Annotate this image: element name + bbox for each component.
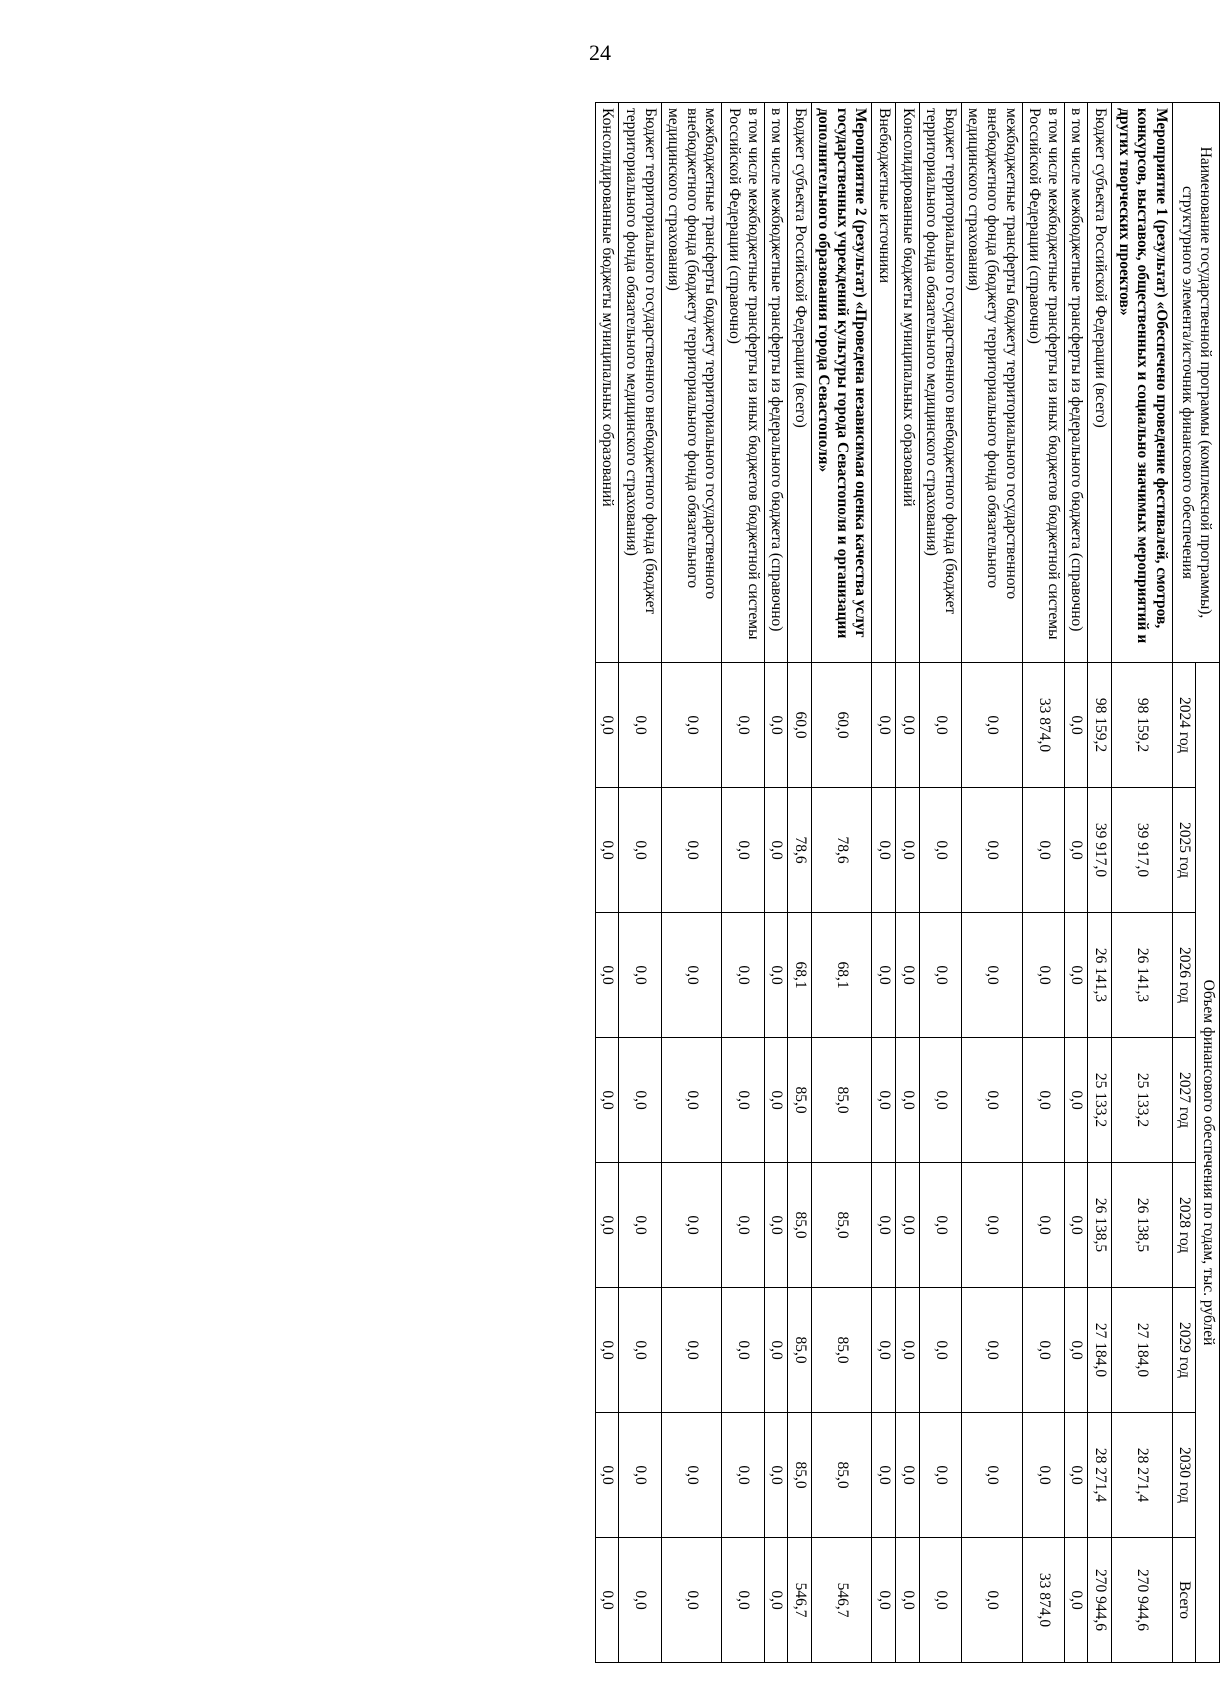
header-row-1 bbox=[1196, 103, 1220, 1663]
row-value-cell: 0,0 bbox=[1064, 1288, 1088, 1413]
header-year: 2028 год bbox=[1172, 1163, 1196, 1288]
row-value-cell: 0,0 bbox=[919, 1038, 961, 1163]
row-total-cell: 270 944,6 bbox=[1112, 1538, 1173, 1663]
row-value-cell: 98 159,2 bbox=[1112, 663, 1173, 788]
row-value-cell: 0,0 bbox=[764, 1413, 788, 1538]
row-total-cell: 0,0 bbox=[1064, 1538, 1088, 1663]
row-total-cell: 33 874,0 bbox=[1022, 1538, 1064, 1663]
row-value-cell: 0,0 bbox=[961, 913, 1022, 1038]
row-value-cell: 0,0 bbox=[1022, 913, 1064, 1038]
row-value-cell: 0,0 bbox=[872, 663, 896, 788]
header-name-column: Наименование государственной программы (комплексной программы), структурного элемента/источник финансового обеспечения bbox=[1172, 103, 1219, 663]
row-value-cell: 68,1 bbox=[811, 913, 872, 1038]
row-total-cell: 0,0 bbox=[764, 1538, 788, 1663]
table-row bbox=[811, 103, 872, 1663]
row-total-cell: 0,0 bbox=[595, 1538, 619, 1663]
row-value-cell: 0,0 bbox=[1022, 1288, 1064, 1413]
row-value-cell: 0,0 bbox=[595, 1288, 619, 1413]
row-value-cell: 0,0 bbox=[619, 913, 661, 1038]
header-year: 2030 год bbox=[1172, 1413, 1196, 1538]
header-volume-title: Объем финансового обеспечения по годам, тыс. рублей bbox=[1196, 663, 1220, 1663]
financing-table bbox=[595, 102, 1220, 1663]
row-name-cell: межбюджетные трансферты бюджету территориального государственного внебюджетного фонда (бюджету территориального фонда обязательного медицинского страхования) bbox=[661, 103, 722, 663]
row-value-cell: 0,0 bbox=[919, 1413, 961, 1538]
row-total-cell: 270 944,6 bbox=[1088, 1538, 1112, 1663]
row-value-cell: 27 184,0 bbox=[1088, 1288, 1112, 1413]
header-year: 2026 год bbox=[1172, 913, 1196, 1038]
row-value-cell: 85,0 bbox=[811, 1163, 872, 1288]
row-value-cell: 0,0 bbox=[961, 1413, 1022, 1538]
row-value-cell: 0,0 bbox=[1022, 1163, 1064, 1288]
row-value-cell: 0,0 bbox=[919, 788, 961, 913]
row-value-cell: 0,0 bbox=[661, 1163, 722, 1288]
row-value-cell: 0,0 bbox=[919, 663, 961, 788]
row-total-cell: 0,0 bbox=[619, 1538, 661, 1663]
table-row bbox=[1088, 103, 1112, 1663]
row-value-cell: 0,0 bbox=[896, 913, 920, 1038]
row-value-cell: 0,0 bbox=[722, 1413, 764, 1538]
table-row bbox=[595, 103, 619, 1663]
row-value-cell: 0,0 bbox=[961, 1163, 1022, 1288]
row-value-cell: 0,0 bbox=[619, 663, 661, 788]
row-value-cell: 68,1 bbox=[788, 913, 812, 1038]
row-value-cell: 0,0 bbox=[1064, 1038, 1088, 1163]
row-value-cell: 0,0 bbox=[661, 1288, 722, 1413]
row-value-cell: 0,0 bbox=[1064, 1163, 1088, 1288]
row-name-cell: Внебюджетные источники bbox=[872, 103, 896, 663]
rotated-table-container bbox=[170, 102, 1220, 1662]
table-row bbox=[1064, 103, 1088, 1663]
row-value-cell: 0,0 bbox=[872, 1413, 896, 1538]
row-value-cell: 0,0 bbox=[661, 1413, 722, 1538]
row-value-cell: 0,0 bbox=[1064, 788, 1088, 913]
row-value-cell: 39 917,0 bbox=[1088, 788, 1112, 913]
row-name-cell: Бюджет субъекта Российской Федерации (всего) bbox=[788, 103, 812, 663]
row-value-cell: 26 141,3 bbox=[1112, 913, 1173, 1038]
row-value-cell: 0,0 bbox=[595, 788, 619, 913]
row-value-cell: 0,0 bbox=[896, 788, 920, 913]
row-value-cell: 25 133,2 bbox=[1112, 1038, 1173, 1163]
row-name-cell: в том числе межбюджетные трансферты из иных бюджетов бюджетной системы Российской Федерации (справочно) bbox=[1022, 103, 1064, 663]
header-year: 2024 год bbox=[1172, 663, 1196, 788]
row-value-cell: 0,0 bbox=[872, 788, 896, 913]
row-value-cell: 0,0 bbox=[764, 1038, 788, 1163]
table-row bbox=[1022, 103, 1064, 1663]
row-value-cell: 0,0 bbox=[919, 913, 961, 1038]
table-row bbox=[764, 103, 788, 1663]
row-name-cell: Мероприятие 2 (результат) «Проведена независимая оценка качества услуг государственных учреждений культуры города Севастополя и организации дополнительного образования города Севастополя» bbox=[811, 103, 872, 663]
row-value-cell: 0,0 bbox=[961, 1288, 1022, 1413]
row-value-cell: 28 271,4 bbox=[1088, 1413, 1112, 1538]
row-value-cell: 0,0 bbox=[595, 1163, 619, 1288]
row-name-cell: Мероприятие 1 (результат) «Обеспечено проведение фестивалей, смотров, конкурсов, выставок, общественных и социально значимых мероприятий и других творческих проектов» bbox=[1112, 103, 1173, 663]
row-total-cell: 546,7 bbox=[788, 1538, 812, 1663]
row-total-cell: 0,0 bbox=[896, 1538, 920, 1663]
row-value-cell: 0,0 bbox=[619, 788, 661, 913]
row-value-cell: 85,0 bbox=[811, 1038, 872, 1163]
table-row bbox=[788, 103, 812, 1663]
row-value-cell: 0,0 bbox=[896, 1163, 920, 1288]
table-row bbox=[1112, 103, 1173, 1663]
row-value-cell: 0,0 bbox=[764, 663, 788, 788]
row-value-cell: 60,0 bbox=[788, 663, 812, 788]
row-value-cell: 0,0 bbox=[595, 1038, 619, 1163]
row-value-cell: 0,0 bbox=[764, 1163, 788, 1288]
row-value-cell: 0,0 bbox=[896, 1413, 920, 1538]
row-value-cell: 85,0 bbox=[811, 1288, 872, 1413]
row-value-cell: 0,0 bbox=[872, 1288, 896, 1413]
row-value-cell: 0,0 bbox=[1022, 788, 1064, 913]
row-value-cell: 0,0 bbox=[1064, 663, 1088, 788]
row-total-cell: 0,0 bbox=[919, 1538, 961, 1663]
row-value-cell: 0,0 bbox=[595, 663, 619, 788]
row-value-cell: 85,0 bbox=[811, 1413, 872, 1538]
row-value-cell: 0,0 bbox=[896, 663, 920, 788]
table-body bbox=[595, 103, 1172, 1663]
row-value-cell: 0,0 bbox=[919, 1163, 961, 1288]
row-value-cell: 0,0 bbox=[661, 788, 722, 913]
row-value-cell: 33 874,0 bbox=[1022, 663, 1064, 788]
row-value-cell: 78,6 bbox=[788, 788, 812, 913]
row-value-cell: 0,0 bbox=[595, 1413, 619, 1538]
row-value-cell: 0,0 bbox=[722, 1163, 764, 1288]
row-value-cell: 26 138,5 bbox=[1112, 1163, 1173, 1288]
row-value-cell: 0,0 bbox=[896, 1288, 920, 1413]
row-value-cell: 0,0 bbox=[619, 1288, 661, 1413]
table-row bbox=[661, 103, 722, 1663]
row-value-cell: 0,0 bbox=[661, 1038, 722, 1163]
row-value-cell: 26 141,3 bbox=[1088, 913, 1112, 1038]
row-value-cell: 0,0 bbox=[1022, 1038, 1064, 1163]
row-value-cell: 85,0 bbox=[788, 1038, 812, 1163]
row-value-cell: 0,0 bbox=[919, 1288, 961, 1413]
row-total-cell: 0,0 bbox=[872, 1538, 896, 1663]
row-value-cell: 0,0 bbox=[872, 1038, 896, 1163]
row-value-cell: 0,0 bbox=[722, 913, 764, 1038]
table-row bbox=[919, 103, 961, 1663]
row-value-cell: 0,0 bbox=[872, 913, 896, 1038]
row-name-cell: межбюджетные трансферты бюджету территориального государственного внебюджетного фонда (бюджету территориального фонда обязательного медицинского страхования) bbox=[961, 103, 1022, 663]
row-value-cell: 0,0 bbox=[661, 913, 722, 1038]
header-total: Всего bbox=[1172, 1538, 1196, 1663]
row-name-cell: в том числе межбюджетные трансферты из федерального бюджета (справочно) bbox=[764, 103, 788, 663]
row-value-cell: 85,0 bbox=[788, 1413, 812, 1538]
table-row bbox=[619, 103, 661, 1663]
row-total-cell: 0,0 bbox=[661, 1538, 722, 1663]
row-value-cell: 39 917,0 bbox=[1112, 788, 1173, 913]
row-name-cell: Консолидированные бюджеты муниципальных образований bbox=[595, 103, 619, 663]
table-row bbox=[896, 103, 920, 1663]
row-value-cell: 0,0 bbox=[896, 1038, 920, 1163]
header-year: 2029 год bbox=[1172, 1288, 1196, 1413]
row-value-cell: 0,0 bbox=[1064, 1413, 1088, 1538]
row-name-cell: в том числе межбюджетные трансферты из федерального бюджета (справочно) bbox=[1064, 103, 1088, 663]
row-value-cell: 25 133,2 bbox=[1088, 1038, 1112, 1163]
row-value-cell: 98 159,2 bbox=[1088, 663, 1112, 788]
row-total-cell: 546,7 bbox=[811, 1538, 872, 1663]
row-value-cell: 0,0 bbox=[961, 788, 1022, 913]
row-name-cell: Бюджет территориального государственного внебюджетного фонда (бюджет территориального фонда обязательного медицинского страхования) bbox=[619, 103, 661, 663]
row-name-cell: Бюджет субъекта Российской Федерации (всего) bbox=[1088, 103, 1112, 663]
row-value-cell: 26 138,5 bbox=[1088, 1163, 1112, 1288]
row-value-cell: 0,0 bbox=[619, 1038, 661, 1163]
row-value-cell: 0,0 bbox=[722, 1038, 764, 1163]
row-name-cell: в том числе межбюджетные трансферты из иных бюджетов бюджетной системы Российской Федерации (справочно) bbox=[722, 103, 764, 663]
row-value-cell: 0,0 bbox=[722, 788, 764, 913]
header-year: 2025 год bbox=[1172, 788, 1196, 913]
page-number: 24 bbox=[589, 40, 611, 65]
table-row bbox=[722, 103, 764, 1663]
row-value-cell: 0,0 bbox=[722, 1288, 764, 1413]
row-value-cell: 27 184,0 bbox=[1112, 1288, 1173, 1413]
row-value-cell: 0,0 bbox=[619, 1163, 661, 1288]
header-year: 2027 год bbox=[1172, 1038, 1196, 1163]
row-value-cell: 0,0 bbox=[961, 1038, 1022, 1163]
row-value-cell: 78,6 bbox=[811, 788, 872, 913]
table-row bbox=[961, 103, 1022, 1663]
row-value-cell: 0,0 bbox=[661, 663, 722, 788]
row-value-cell: 0,0 bbox=[619, 1413, 661, 1538]
row-total-cell: 0,0 bbox=[722, 1538, 764, 1663]
row-value-cell: 85,0 bbox=[788, 1163, 812, 1288]
row-name-cell: Бюджет территориального государственного внебюджетного фонда (бюджет территориального фонда обязательного медицинского страхования) bbox=[919, 103, 961, 663]
row-value-cell: 0,0 bbox=[764, 788, 788, 913]
row-name-cell: Консолидированные бюджеты муниципальных образований bbox=[896, 103, 920, 663]
row-value-cell: 28 271,4 bbox=[1112, 1413, 1173, 1538]
row-value-cell: 0,0 bbox=[722, 663, 764, 788]
row-value-cell: 0,0 bbox=[961, 663, 1022, 788]
row-value-cell: 0,0 bbox=[764, 913, 788, 1038]
row-value-cell: 0,0 bbox=[1022, 1413, 1064, 1538]
row-value-cell: 0,0 bbox=[595, 913, 619, 1038]
row-value-cell: 0,0 bbox=[1064, 913, 1088, 1038]
table-row bbox=[872, 103, 896, 1663]
row-value-cell: 60,0 bbox=[811, 663, 872, 788]
row-value-cell: 0,0 bbox=[764, 1288, 788, 1413]
row-value-cell: 0,0 bbox=[872, 1163, 896, 1288]
row-total-cell: 0,0 bbox=[961, 1538, 1022, 1663]
row-value-cell: 85,0 bbox=[788, 1288, 812, 1413]
